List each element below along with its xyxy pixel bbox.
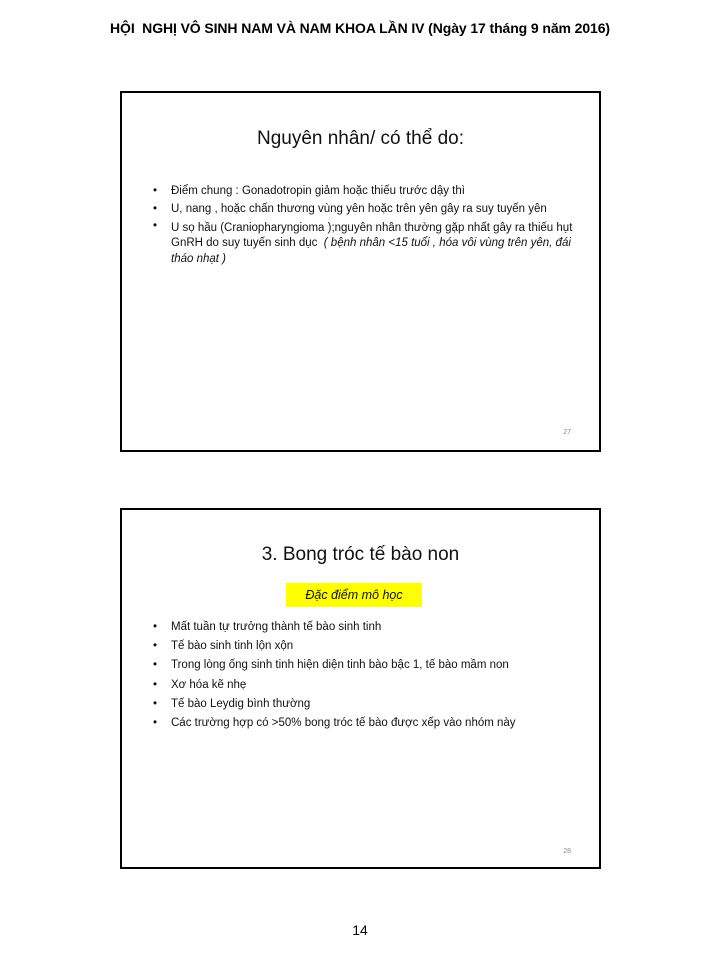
bullet-text: Trong lòng ống sinh tinh hiện diện tinh bào bậc 1, tế bào mầm non	[171, 659, 509, 672]
bullet-icon: •	[153, 621, 158, 633]
bullet-item	[148, 714, 581, 733]
document-header: HỘI NGHỊ VÔ SINH NAM VÀ NAM KHOA LẦN IV (Ngày 17 tháng 9 năm 2016)	[110, 20, 610, 36]
bullet-italic-note: ( bệnh nhân <15 tuổi , hóa vôi vùng trên yên, đái tháo nhạt )	[171, 237, 571, 265]
bullet-text: Mất tuần tự trưởng thành tế bào sinh tinh	[171, 621, 382, 633]
slide-number: 28	[563, 848, 571, 855]
bullet-text: Tế bào sinh tinh lộn xộn	[171, 640, 294, 653]
bullet-icon: •	[153, 697, 158, 710]
bullet-item	[148, 200, 581, 218]
highlight-label: Đặc điểm mô học	[286, 583, 422, 607]
bullet-item	[148, 656, 581, 675]
bullet-text: Xơ hóa kẽ nhẹ	[171, 678, 247, 691]
slide-number: 27	[563, 429, 571, 436]
bullet-icon: •	[153, 219, 158, 232]
bullet-item	[148, 618, 581, 637]
bullet-icon: •	[153, 185, 158, 197]
bullet-list	[148, 182, 581, 267]
bullet-item	[148, 637, 581, 656]
bullet-icon: •	[153, 659, 158, 672]
bullet-item	[148, 182, 581, 200]
bullet-text: Các trường hợp có >50% bong tróc tế bào được xếp vào nhóm này	[171, 717, 516, 730]
slide-28	[120, 508, 601, 869]
bullet-icon: •	[153, 203, 158, 216]
bullet-item	[148, 695, 581, 714]
bullet-icon: •	[153, 678, 158, 691]
bullet-text: Tế bào Leydig bình thường	[171, 697, 311, 710]
bullet-icon: •	[153, 717, 158, 730]
slide-title: 3. Bong tróc tế bào non	[261, 544, 460, 565]
bullet-text: U sọ hầu (Craniopharyngioma );nguyên nhân thường gặp nhất gây ra thiếu hụt GnRH do suy tuyến sinh dục	[171, 221, 576, 250]
bullet-text: Điểm chung : Gonadotropin giảm hoặc thiếu trước dậy thì	[171, 185, 465, 197]
bullet-icon: •	[153, 640, 158, 653]
slide-27	[120, 91, 601, 452]
bullet-list	[148, 618, 581, 733]
bullet-item	[148, 219, 581, 268]
bullet-item	[148, 676, 581, 695]
bullet-text: U, nang , hoặc chấn thương vùng yên hoặc trên yên gây ra suy tuyến yên	[171, 203, 547, 216]
page-number: 14	[352, 922, 368, 938]
slide-title: Nguyên nhân/ có thể do:	[256, 128, 465, 149]
